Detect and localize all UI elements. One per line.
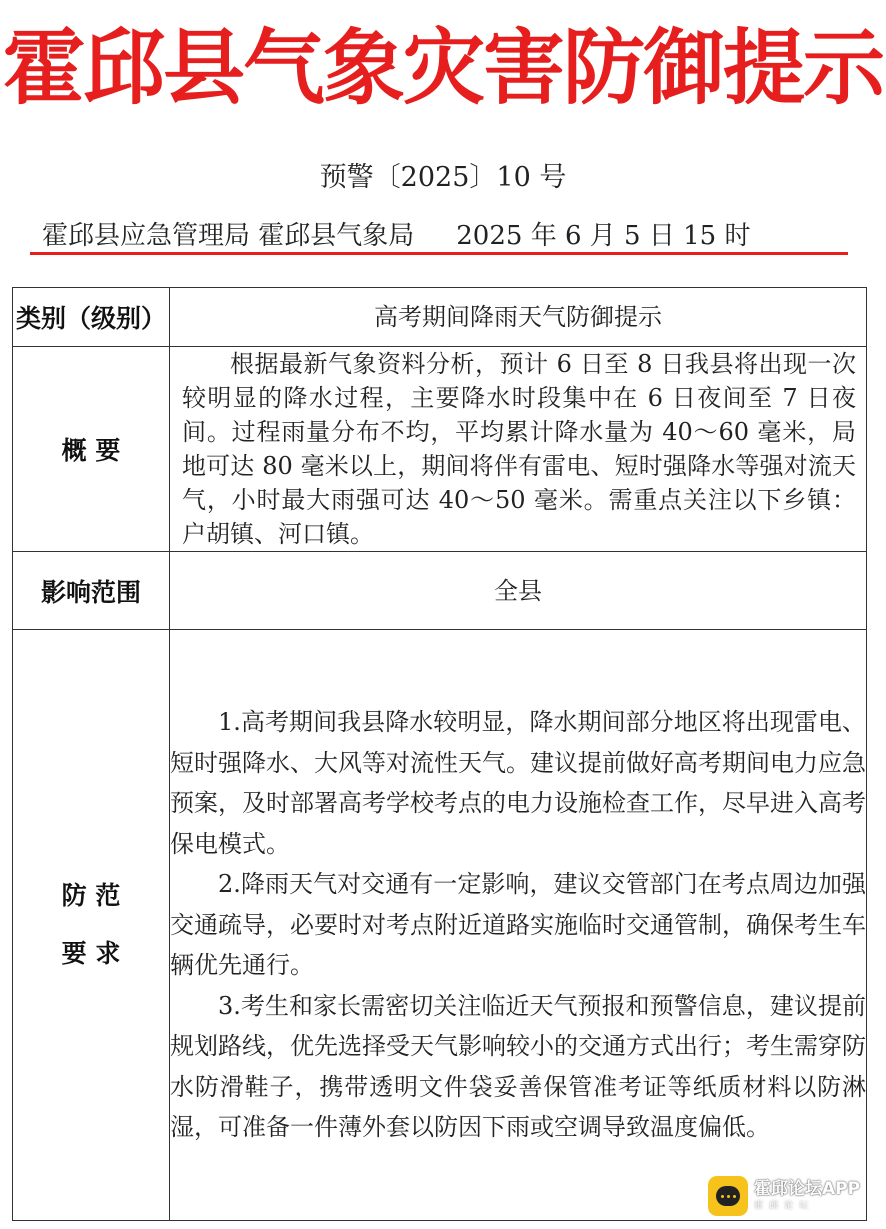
document-number: 预警〔2025〕10 号: [319, 162, 567, 193]
requirements-cell: [170, 630, 867, 1221]
summary-label: [13, 347, 170, 552]
table-row: [13, 630, 867, 1221]
summary-label-text: 概 要: [61, 436, 121, 465]
issuer-line: [42, 218, 750, 254]
issue-datetime: 2025 年 6 月 5 日 15 时: [456, 221, 751, 251]
table-row: [13, 347, 867, 552]
requirement-item: 1.高考期间我县降水较明显，降水期间部分地区将出现雷电、短时强降水、大风等对流性天气。建议提前做好高考期间电力应急预案，及时部署高考学校考点的电力设施检查工作，尽早进入高考保电模式。: [170, 708, 866, 858]
red-divider: [30, 252, 848, 255]
requirements-label: [13, 630, 170, 1221]
chat-bubble-icon: [708, 1176, 748, 1216]
warning-table: [12, 287, 867, 1221]
summary-cell: [170, 347, 867, 552]
document-title: 霍邱县气象灾害防御提示: [2, 20, 883, 116]
issuer-names: 霍邱县应急管理局 霍邱县气象局: [42, 221, 415, 251]
watermark-subtitle: 霍邱论坛: [754, 1201, 815, 1211]
table-row: [13, 288, 867, 347]
requirements-label-line1: 防 范: [61, 881, 121, 910]
table-row: [13, 552, 867, 630]
summary-text: 根据最新气象资料分析，预计 6 日至 8 日我县将出现一次较明显的降水过程，主要降水时段集中在 6 日夜间至 7 日夜间。过程雨量分布不均，平均累计降水量为 40～60 毫米，局地可达 80 毫米以上，期间将伴有雷电、短时强降水等强对流天气，小时最大雨强可达 40～50 毫米。需重点关注以下乡镇：户胡镇、河口镇。: [182, 350, 856, 548]
category-value: 高考期间降雨天气防御提示: [170, 288, 867, 347]
watermark-title: 霍邱论坛APP: [754, 1179, 861, 1199]
requirement-item: 3.考生和家长需密切关注临近天气预报和预警信息，建议提前规划路线，优先选择受天气影响较小的交通方式出行；考生需穿防水防滑鞋子，携带透明文件袋妥善保管准考证等纸质材料以防淋湿，可准备一件薄外套以防因下雨或空调导致温度偏低。: [170, 991, 866, 1142]
scope-value: 全县: [170, 552, 867, 630]
category-label: 类别（级别）: [13, 288, 170, 347]
scope-label: 影响范围: [13, 552, 170, 630]
requirements-label-line2: 要 求: [61, 939, 121, 968]
app-watermark: [708, 1172, 880, 1220]
requirement-item: 2.降雨天气对交通有一定影响，建议交管部门在考点周边加强交通疏导，必要时对考点附近道路实施临时交通管制，确保考生车辆优先通行。: [170, 870, 866, 980]
